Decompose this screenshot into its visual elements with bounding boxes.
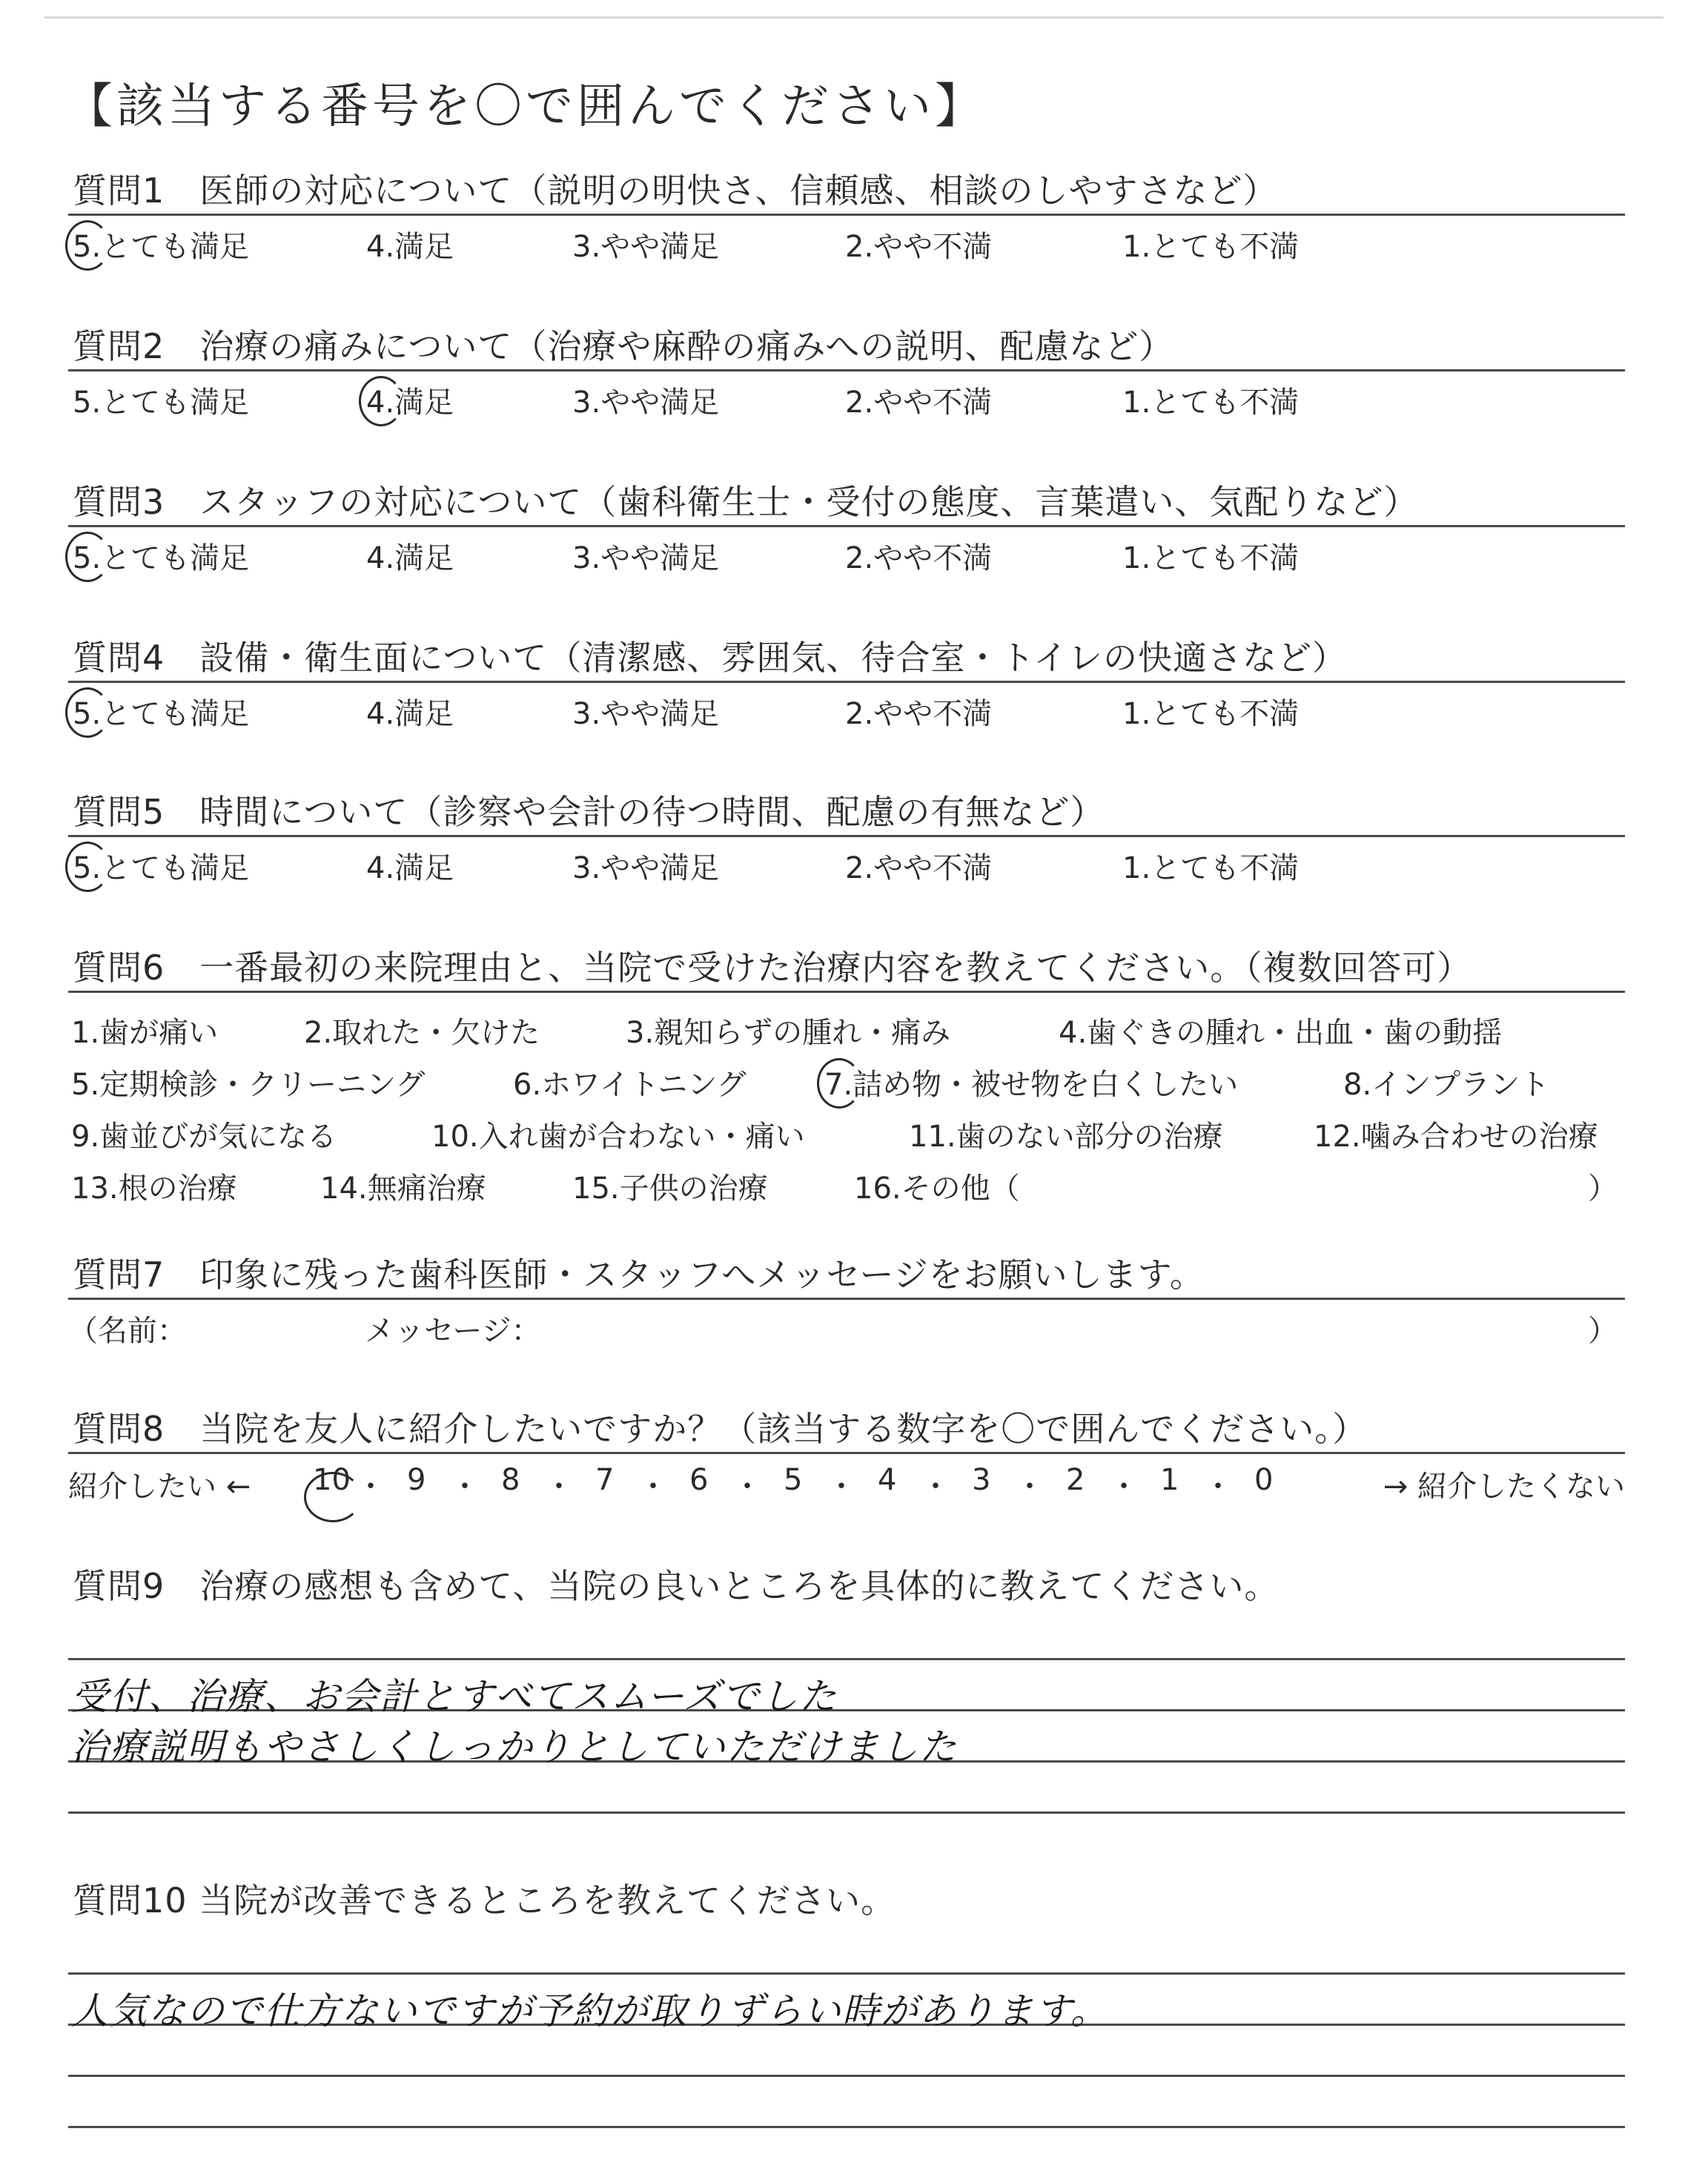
writing-line <box>68 1811 1625 1814</box>
rating-option-selected[interactable] <box>73 690 249 733</box>
question-7-label: 質問7 印象に残った歯科医師・スタッフへメッセージをお願いします。 <box>73 1255 1205 1295</box>
answer-area[interactable] <box>68 1972 1625 2128</box>
scale-right-label: → 紹介したくない <box>1383 1470 1625 1504</box>
handwritten-answer-line: 治療説明もやさしくしっかりとしていただけました <box>71 1725 958 1768</box>
name-label: （名前： <box>68 1314 187 1348</box>
rating-text: 3.やや満足 <box>572 541 720 575</box>
question-2 <box>68 325 1625 420</box>
reason-option-selected[interactable] <box>824 1061 1238 1103</box>
reason-text: 1.歯が痛い <box>71 1016 219 1050</box>
reason-option[interactable] <box>431 1113 805 1155</box>
rating-option[interactable] <box>845 845 992 887</box>
question-6-label: 質問6 一番最初の来院理由と、当院で受けた治療内容を教えてください。（複数回答可） <box>73 948 1472 988</box>
question-10-label: 質問10 当院が改善できるところを教えてください。 <box>73 1880 896 1920</box>
reason-option[interactable] <box>909 1113 1223 1155</box>
reason-text: 15.子供の治療 <box>572 1172 768 1206</box>
scale-value[interactable]: 0 <box>1254 1463 1274 1497</box>
scale-value-selected[interactable]: 10 <box>313 1463 351 1497</box>
reason-text: 6.ホワイトニング <box>513 1068 747 1102</box>
rating-text: 5.とても満足 <box>73 230 250 264</box>
reason-text: 13.根の治療 <box>71 1172 237 1206</box>
writing-line <box>68 1972 1625 1975</box>
question-5 <box>68 790 1625 886</box>
question-7 <box>68 1253 1625 1347</box>
page-title: 【該当する番号を〇で囲んでください】 <box>65 79 986 134</box>
paren-close: ） <box>1588 1314 1618 1348</box>
reason-option[interactable] <box>513 1061 747 1103</box>
rating-option[interactable] <box>845 535 992 577</box>
question-3 <box>68 480 1625 576</box>
rating-text: 3.やや満足 <box>572 230 720 264</box>
rating-text: 5.とても満足 <box>73 697 250 731</box>
rating-option[interactable] <box>572 690 719 733</box>
rating-option[interactable] <box>1122 223 1299 265</box>
reason-option[interactable] <box>572 1165 768 1207</box>
question-6 <box>68 946 1625 1220</box>
message-label[interactable]: メッセージ： <box>365 1314 541 1348</box>
reason-option[interactable] <box>71 1009 218 1051</box>
rating-text: 4.満足 <box>366 386 454 420</box>
scale-dot: ・ <box>1109 1470 1139 1504</box>
message-row <box>68 1300 1625 1347</box>
rating-text: 1.とても不満 <box>1122 541 1300 575</box>
rating-options <box>68 683 1625 732</box>
reason-text: 7.詰め物・被せ物を白くしたい <box>824 1068 1239 1102</box>
scale-value[interactable]: 5 <box>784 1463 803 1497</box>
reason-text: 10.入れ歯が合わない・痛い <box>431 1120 805 1154</box>
rating-text: 2.やや不満 <box>845 541 993 575</box>
scale-value[interactable]: 6 <box>689 1463 709 1497</box>
question-8 <box>68 1407 1625 1509</box>
scale-dot: ・ <box>1203 1470 1233 1504</box>
selection-circle <box>304 1472 362 1522</box>
recommend-scale <box>68 1454 1625 1509</box>
rating-text: 2.やや不満 <box>845 230 993 264</box>
reason-option[interactable] <box>304 1009 540 1051</box>
rating-option[interactable] <box>1122 845 1299 887</box>
scale-left-label: 紹介したい ← <box>68 1470 251 1504</box>
rating-options <box>68 371 1625 420</box>
scale-value[interactable]: 1 <box>1160 1463 1179 1497</box>
scale-dot: ・ <box>638 1470 668 1504</box>
rating-option[interactable] <box>572 223 719 265</box>
rating-options <box>68 216 1625 265</box>
reason-text: 3.親知らずの腫れ・痛み <box>626 1016 951 1050</box>
question-10 <box>68 1879 1625 2128</box>
rating-option[interactable] <box>572 535 719 577</box>
rating-text: 3.やや満足 <box>572 851 720 885</box>
rating-text: 4.満足 <box>366 541 454 575</box>
top-border <box>44 16 1664 19</box>
reason-text: 16.その他（ <box>854 1172 1020 1206</box>
reason-option[interactable] <box>1343 1061 1549 1103</box>
rating-option[interactable] <box>366 535 454 577</box>
rating-option[interactable] <box>1122 379 1299 421</box>
question-9-label: 質問9 治療の感想も含めて、当院の良いところを具体的に教えてください。 <box>73 1566 1280 1606</box>
rating-option[interactable] <box>845 223 992 265</box>
reason-text: 2.取れた・欠けた <box>304 1016 540 1050</box>
reason-text: 8.インプラント <box>1343 1068 1550 1102</box>
scale-dot: ・ <box>450 1470 480 1504</box>
rating-options <box>68 837 1625 886</box>
reason-option[interactable] <box>71 1061 425 1103</box>
rating-option[interactable] <box>73 379 249 421</box>
reason-option-other[interactable] <box>854 1165 1020 1207</box>
paren-close: ） <box>1588 1172 1618 1206</box>
reason-option[interactable] <box>1059 1009 1502 1051</box>
rating-text: 2.やや不満 <box>845 386 993 420</box>
rating-text: 4.満足 <box>366 697 454 731</box>
reason-option[interactable] <box>1314 1113 1598 1155</box>
reason-text: 4.歯ぐきの腫れ・出血・歯の動揺 <box>1059 1016 1503 1050</box>
reason-option[interactable] <box>320 1165 486 1207</box>
rating-text: 4.満足 <box>366 230 454 264</box>
rating-option-selected[interactable] <box>73 223 249 265</box>
rating-text: 2.やや不満 <box>845 851 993 885</box>
rating-option[interactable] <box>366 690 454 733</box>
scale-dot: ・ <box>544 1470 574 1504</box>
writing-line <box>68 1658 1625 1660</box>
reason-option[interactable] <box>71 1113 337 1155</box>
rating-text: 4.満足 <box>366 851 454 885</box>
rating-option[interactable] <box>366 223 454 265</box>
rating-text: 2.やや不満 <box>845 697 993 731</box>
rating-text: 3.やや満足 <box>572 386 720 420</box>
scale-value[interactable]: 9 <box>407 1463 426 1497</box>
rating-options <box>68 527 1625 576</box>
rating-option[interactable] <box>572 845 719 887</box>
rating-option[interactable] <box>572 379 719 421</box>
rating-text: 1.とても不満 <box>1122 386 1300 420</box>
rating-option-selected[interactable] <box>73 535 249 577</box>
rating-option[interactable] <box>1122 690 1299 733</box>
question-label: 質問1 医師の対応について（説明の明快さ、信頼感、相談のしやすさなど） <box>73 171 1278 211</box>
rating-option-selected[interactable] <box>73 845 249 887</box>
question-label: 質問3 スタッフの対応について（歯科衛生士・受付の態度、言葉遣い、気配りなど） <box>73 482 1419 522</box>
rating-text: 3.やや満足 <box>572 697 720 731</box>
handwritten-answer-line: 受付、治療、お会計とすべてスムーズでした <box>71 1675 838 1718</box>
scale-value[interactable]: 3 <box>972 1463 991 1497</box>
scale-dot: ・ <box>356 1470 385 1504</box>
reason-text: 12.噛み合わせの治療 <box>1314 1120 1598 1154</box>
rating-text: 5.とても満足 <box>73 386 250 420</box>
rating-text: 5.とても満足 <box>73 541 250 575</box>
reason-text: 11.歯のない部分の治療 <box>909 1120 1223 1154</box>
scale-dot: ・ <box>827 1470 856 1504</box>
question-9 <box>68 1565 1625 1814</box>
question-label: 質問4 設備・衛生面について（清潔感、雰囲気、待合室・トイレの快適さなど） <box>73 638 1348 678</box>
underline <box>68 991 1625 993</box>
question-label: 質問2 治療の痛みについて（治療や麻酔の痛みへの説明、配慮など） <box>73 326 1174 366</box>
question-8-label: 質問8 当院を友人に紹介したいですか？（該当する数字を〇で囲んでください。） <box>73 1409 1368 1449</box>
writing-line <box>68 2075 1625 2077</box>
rating-text: 1.とても不満 <box>1122 697 1300 731</box>
scale-dot: ・ <box>1015 1470 1045 1504</box>
question-4 <box>68 636 1625 732</box>
question-label: 質問5 時間について（診察や会計の待つ時間、配慮の有無など） <box>73 792 1105 832</box>
scale-value[interactable]: 7 <box>595 1463 615 1497</box>
rating-option[interactable] <box>845 379 992 421</box>
reason-options <box>68 997 1625 1220</box>
handwritten-answer-line: 人気なので仕方ないですが予約が取りずらい時があります。 <box>71 1989 1109 2032</box>
reason-text: 14.無痛治療 <box>320 1172 486 1206</box>
rating-text: 1.とても不満 <box>1122 851 1300 885</box>
rating-option[interactable] <box>845 690 992 733</box>
reason-text: 5.定期検診・クリーニング <box>71 1068 426 1102</box>
reason-option[interactable] <box>626 1009 950 1051</box>
rating-text: 1.とても不満 <box>1122 230 1300 264</box>
scale-dot: ・ <box>732 1470 762 1504</box>
scale-value[interactable]: 4 <box>878 1463 897 1497</box>
reason-text: 9.歯並びが気になる <box>71 1120 337 1154</box>
rating-option[interactable] <box>1122 535 1299 577</box>
rating-text: 5.とても満足 <box>73 851 250 885</box>
question-1 <box>68 169 1625 265</box>
scale-value[interactable]: 2 <box>1066 1463 1085 1497</box>
scale-value[interactable]: 8 <box>501 1463 520 1497</box>
reason-option[interactable] <box>71 1165 237 1207</box>
writing-line <box>68 2126 1625 2128</box>
rating-option[interactable] <box>366 845 454 887</box>
rating-option-selected[interactable] <box>366 379 454 421</box>
scale-dot: ・ <box>921 1470 950 1504</box>
answer-area[interactable] <box>68 1658 1625 1814</box>
